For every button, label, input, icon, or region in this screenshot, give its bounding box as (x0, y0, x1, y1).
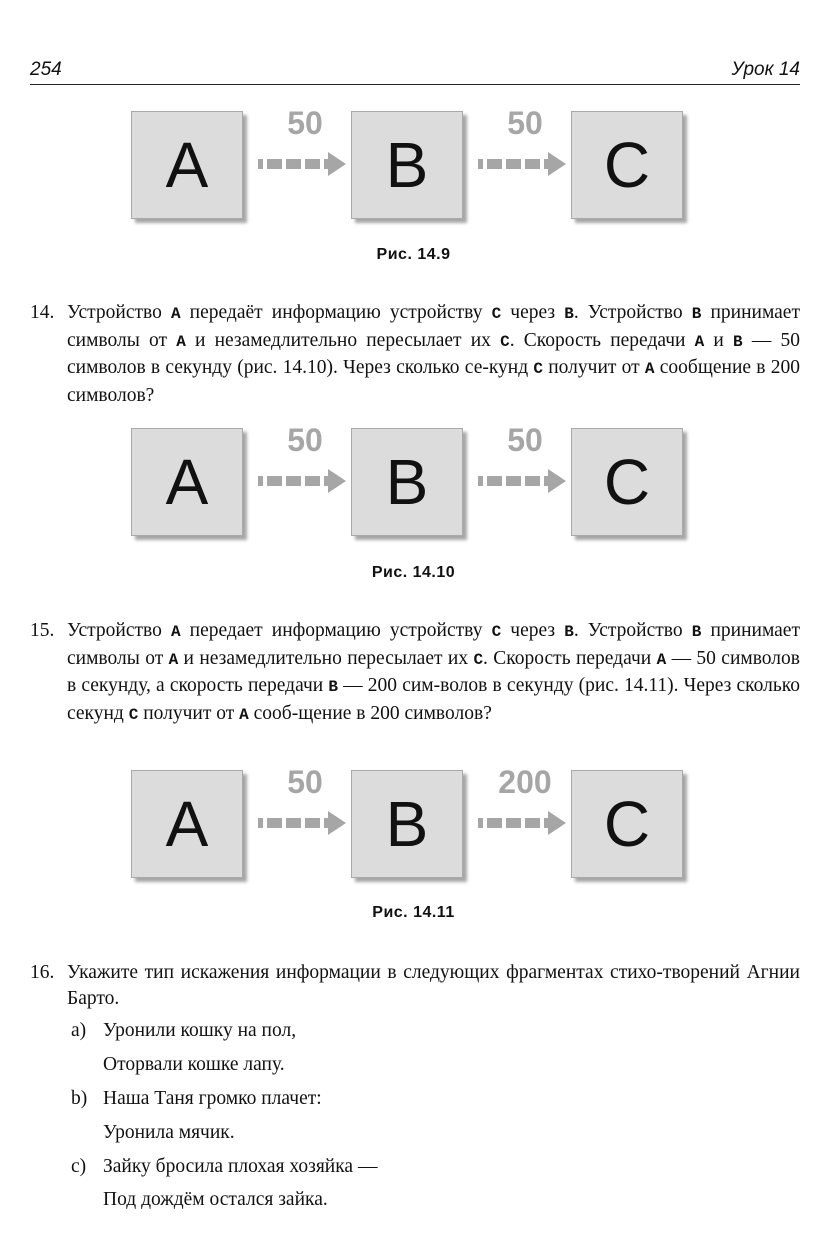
lesson-title: Урок 14 (731, 59, 800, 80)
task-15 (30, 618, 800, 728)
rate-label: 50 (507, 105, 543, 141)
task-14 (30, 300, 800, 408)
device-box-b: B (351, 111, 463, 219)
rate-label: 50 (287, 422, 323, 458)
dashed-arrow-icon (478, 810, 570, 836)
dashed-arrow-icon (258, 468, 350, 494)
item-label: a) (71, 1020, 87, 1041)
dashed-arrow-icon (258, 810, 350, 836)
device-box-c: C (571, 111, 683, 219)
task-text: Укажите тип искажения информации в следующих фрагментах стихо-творений Агнии Барто. (67, 962, 800, 1009)
rate-label: 50 (287, 764, 323, 800)
poem-line: Уронили кошку на пол, (103, 1020, 297, 1041)
page-number: 254 (30, 59, 62, 80)
task-number: 16. (30, 962, 55, 983)
device-box-b: B (351, 428, 463, 536)
page-header (30, 57, 800, 85)
figure-caption: Рис. 14.9 (376, 246, 451, 263)
task-text: Устройство A передаёт информацию устройству C через B. Устройство B принимает символы от A и незамедлительно пересылает их C. Скорость передачи A и B — 50 символов в секунду (рис. 14.10). Через сколько се-кунд C получит от A сообщение в 200 символов? (67, 302, 800, 406)
transfer-link-bc (470, 764, 580, 876)
item-label: c) (71, 1156, 87, 1177)
poem-line: Оторвали кошке лапу. (103, 1054, 285, 1075)
dashed-arrow-icon (258, 151, 350, 177)
poem-line: Под дождём остался зайка. (103, 1189, 328, 1210)
transfer-link-ab (250, 105, 360, 217)
poem-line: Наша Таня громко плачет: (103, 1088, 322, 1109)
dashed-arrow-icon (478, 468, 570, 494)
task-number: 15. (30, 620, 55, 641)
figure-caption: Рис. 14.10 (371, 564, 456, 581)
rate-label: 50 (287, 105, 323, 141)
figure-14-11 (128, 764, 688, 885)
device-box-a: A (131, 111, 243, 219)
device-box-c: C (571, 770, 683, 878)
task-number: 14. (30, 302, 55, 323)
task-16 (30, 960, 800, 1011)
rate-label: 200 (498, 764, 552, 800)
figure-14-9 (128, 105, 688, 226)
transfer-link-bc (470, 105, 580, 217)
transfer-link-bc (470, 422, 580, 534)
device-box-a: A (131, 770, 243, 878)
dashed-arrow-icon (478, 151, 570, 177)
poem-line: Уронила мячик. (103, 1122, 235, 1143)
transfer-link-ab (250, 764, 360, 876)
figure-caption: Рис. 14.11 (372, 904, 455, 921)
device-box-a: A (131, 428, 243, 536)
poem-line: Зайку бросила плохая хозяйка — (103, 1156, 378, 1177)
rate-label: 50 (507, 422, 543, 458)
transfer-link-ab (250, 422, 360, 534)
task-text: Устройство A передает информацию устройству C через B. Устройство B принимает символы от A и незамедлительно пересылает их C. Скорость передачи A — 50 символов в секунду, а скорость передачи B — 200 сим-волов в секунду (рис. 14.11). Через сколько секунд C получит от A сооб-щение в 200 символов? (67, 620, 800, 724)
figure-14-10 (128, 422, 688, 543)
item-label: b) (71, 1088, 88, 1109)
device-box-b: B (351, 770, 463, 878)
device-box-c: C (571, 428, 683, 536)
